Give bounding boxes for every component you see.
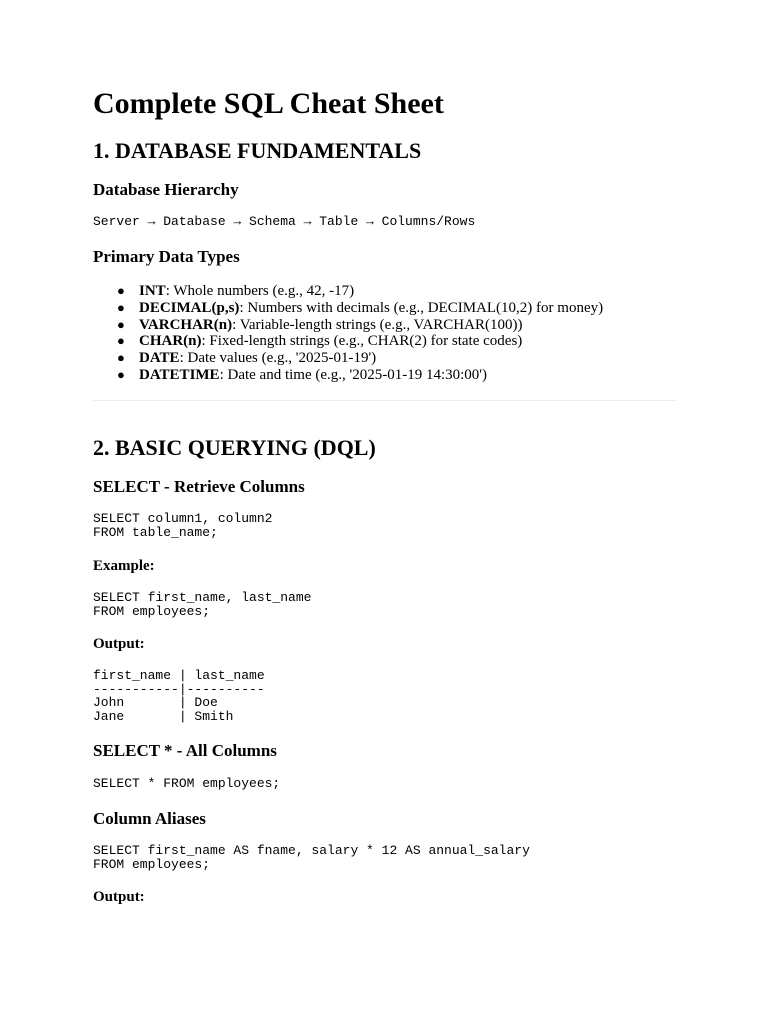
subheading-select-retrieve-columns: SELECT - Retrieve Columns	[93, 477, 305, 496]
page-title: Complete SQL Cheat Sheet	[93, 87, 444, 120]
section-divider	[93, 400, 676, 401]
label-output-2: Output:	[93, 889, 145, 905]
code-block-example: SELECT first_name, last_name FROM employees;	[93, 590, 312, 619]
list-item	[117, 366, 603, 384]
type-name: DATE	[139, 350, 180, 367]
data-types-list	[93, 283, 603, 384]
code-block-output: first_name | last_name -----------|---------- John | Doe Jane | Smith	[93, 668, 265, 724]
type-name: CHAR(n)	[139, 333, 202, 350]
label-output: Output:	[93, 636, 145, 652]
type-name: VARCHAR(n)	[139, 316, 233, 333]
subheading-primary-data-types: Primary Data Types	[93, 247, 240, 266]
bullet-icon: ●	[117, 333, 125, 349]
code-block-select-all: SELECT * FROM employees;	[93, 776, 281, 791]
type-description: : Whole numbers (e.g., 42, -17)	[165, 283, 355, 299]
type-description: : Fixed-length strings (e.g., CHAR(2) for state codes)	[201, 333, 523, 350]
type-name: INT	[139, 283, 166, 299]
type-name: DECIMAL(p,s)	[139, 299, 240, 316]
list-item	[117, 350, 603, 367]
code-block-select: SELECT column1, column2 FROM table_name;	[93, 511, 273, 540]
section-heading-basic-querying: 2. BASIC QUERYING (DQL)	[93, 435, 376, 460]
type-name: DATETIME	[139, 366, 220, 383]
bullet-icon: ●	[117, 316, 125, 332]
bullet-icon: ●	[117, 299, 125, 315]
subheading-column-aliases: Column Aliases	[93, 809, 206, 828]
subheading-select-all-columns: SELECT * - All Columns	[93, 741, 277, 760]
label-example: Example:	[93, 558, 155, 574]
list-item	[117, 283, 603, 300]
subheading-database-hierarchy: Database Hierarchy	[93, 180, 239, 199]
type-description: : Date and time (e.g., '2025-01-19 14:30:00')	[219, 366, 488, 383]
bullet-icon: ●	[117, 366, 125, 382]
section-heading-fundamentals: 1. DATABASE FUNDAMENTALS	[93, 138, 422, 163]
type-description: : Numbers with decimals (e.g., DECIMAL(10,2) for money)	[239, 299, 604, 316]
list-item	[117, 316, 603, 334]
code-block-aliases: SELECT first_name AS fname, salary * 12 AS annual_salary FROM employees;	[93, 843, 530, 872]
type-description: : Date values (e.g., '2025-01-19')	[179, 350, 377, 367]
bullet-icon: ●	[117, 350, 125, 366]
list-item	[117, 299, 604, 317]
code-block-hierarchy: Server → Database → Schema → Table → Columns/Rows	[93, 214, 476, 229]
bullet-icon: ●	[117, 283, 125, 298]
list-item	[117, 333, 603, 350]
type-description: : Variable-length strings (e.g., VARCHAR(100))	[232, 316, 523, 333]
